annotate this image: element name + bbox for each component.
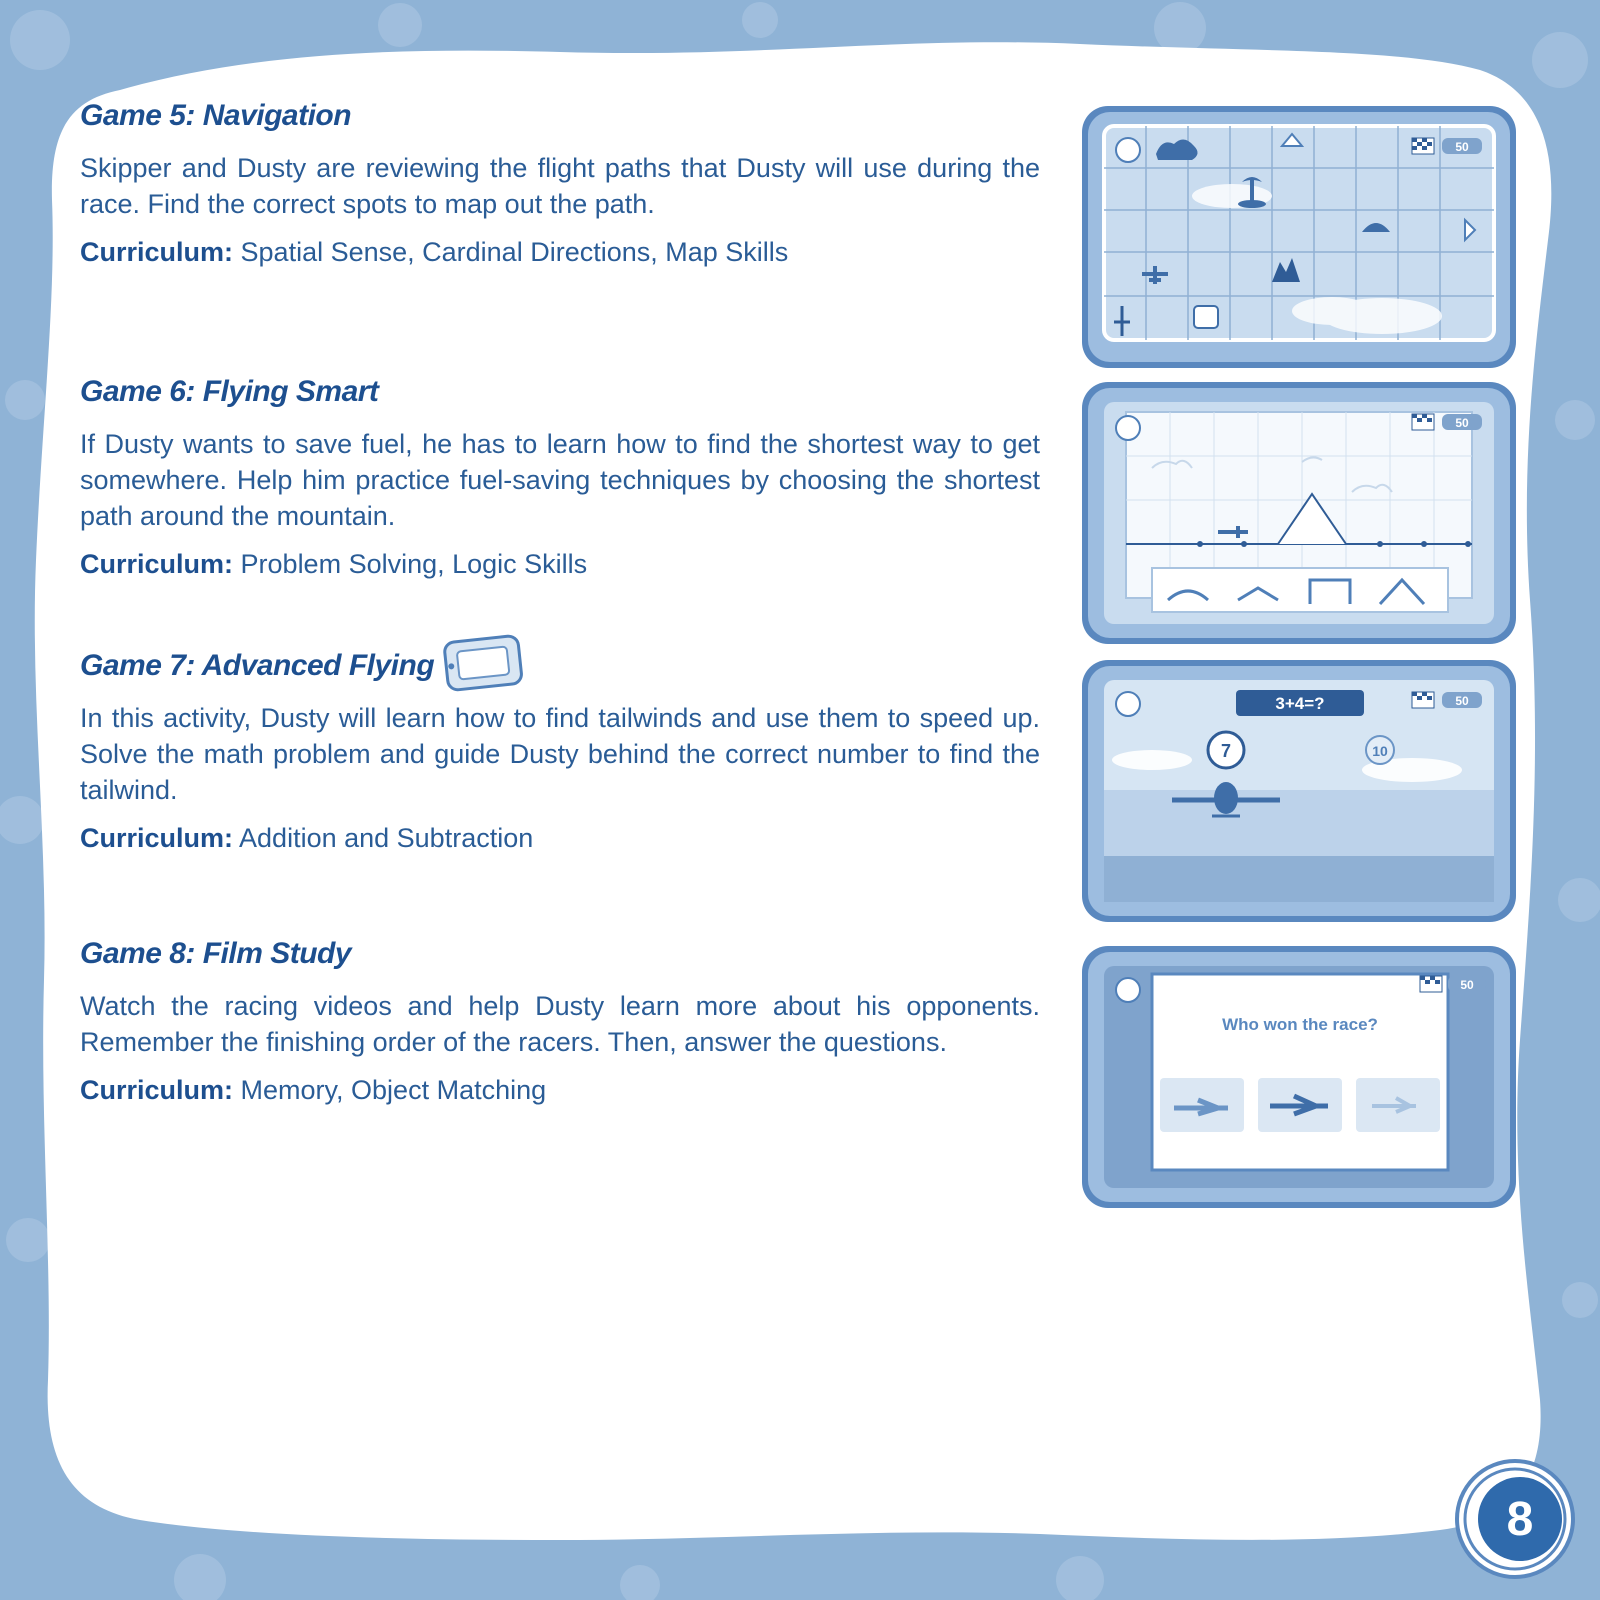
checkered-flag-icon [1420,976,1442,992]
game-6-description: If Dusty wants to save fuel, he has to learn how to find the shortest way to get somewhere. Help him practice fuel-saving techniques by choosing the shortest path around the mountain. [80,429,1040,531]
path-choice-tray [1152,568,1448,612]
back-button-icon [1116,978,1140,1002]
game-8-description: Watch the racing videos and help Dusty learn more about his opponents. Remember the finishing order of the racers. Then, answer the questions. [80,991,1040,1057]
game-6-curriculum [80,546,1040,582]
game-8-curriculum [80,1072,1040,1108]
game-5-section [80,96,1040,270]
game-5-curriculum [80,234,1040,270]
racer-choice-1[interactable] [1160,1078,1244,1132]
game-7-title: Game 7: Advanced Flying [80,649,435,682]
game-7-title-row [80,646,1040,686]
hud-score: 50 [1455,416,1469,430]
curriculum-value: Problem Solving, Logic Skills [240,549,588,579]
game-5-description: Skipper and Dusty are reviewing the flight paths that Dusty will use during the race. Find the correct spots to map out the path. [80,153,1040,219]
answer-right: 10 [1372,743,1388,759]
curriculum-label: Curriculum: [80,549,234,579]
page-number: 8 [1506,1492,1534,1546]
back-button-icon [1116,138,1140,162]
game-6-section [80,372,1040,582]
hud-score: 50 [1455,694,1469,708]
race-question: Who won the race? [1222,1015,1378,1034]
game-8-section [80,934,1040,1108]
film-study-screenshot [1082,946,1516,1208]
game-7-curriculum [80,820,1040,856]
home-icon [1194,306,1218,328]
advanced-flying-screenshot [1082,660,1516,922]
curriculum-value: Spatial Sense, Cardinal Directions, Map Skills [240,237,789,267]
curriculum-value: Addition and Subtraction [239,823,534,853]
answer-left: 7 [1220,741,1232,761]
tablet-device-icon [440,627,526,697]
flying-smart-screenshot [1082,382,1516,644]
curriculum-label: Curriculum: [80,823,234,853]
math-problem: 3+4=? [1275,694,1325,713]
page-number-badge [1452,1456,1578,1582]
checkered-flag-icon [1412,138,1434,154]
game-6-title: Game 6: Flying Smart [80,375,379,408]
checkered-flag-icon [1412,414,1434,430]
hud-score: 50 [1460,978,1474,992]
racer-choice-2[interactable] [1258,1078,1342,1132]
curriculum-label: Curriculum: [80,237,234,267]
curriculum-value: Memory, Object Matching [240,1075,547,1105]
navigation-game-screenshot [1082,106,1516,368]
hud-score: 50 [1455,140,1469,154]
game-8-title: Game 8: Film Study [80,937,352,970]
game-7-section [80,646,1040,856]
checkered-flag-icon [1412,692,1434,708]
racer-choice-3[interactable] [1356,1078,1440,1132]
back-button-icon [1116,416,1140,440]
game-7-description: In this activity, Dusty will learn how to find tailwinds and use them to speed up. Solve the math problem and guide Dusty behind the correct number to find the tailwind. [80,703,1040,805]
back-button-icon [1116,692,1140,716]
game-5-title: Game 5: Navigation [80,99,352,132]
curriculum-label: Curriculum: [80,1075,234,1105]
